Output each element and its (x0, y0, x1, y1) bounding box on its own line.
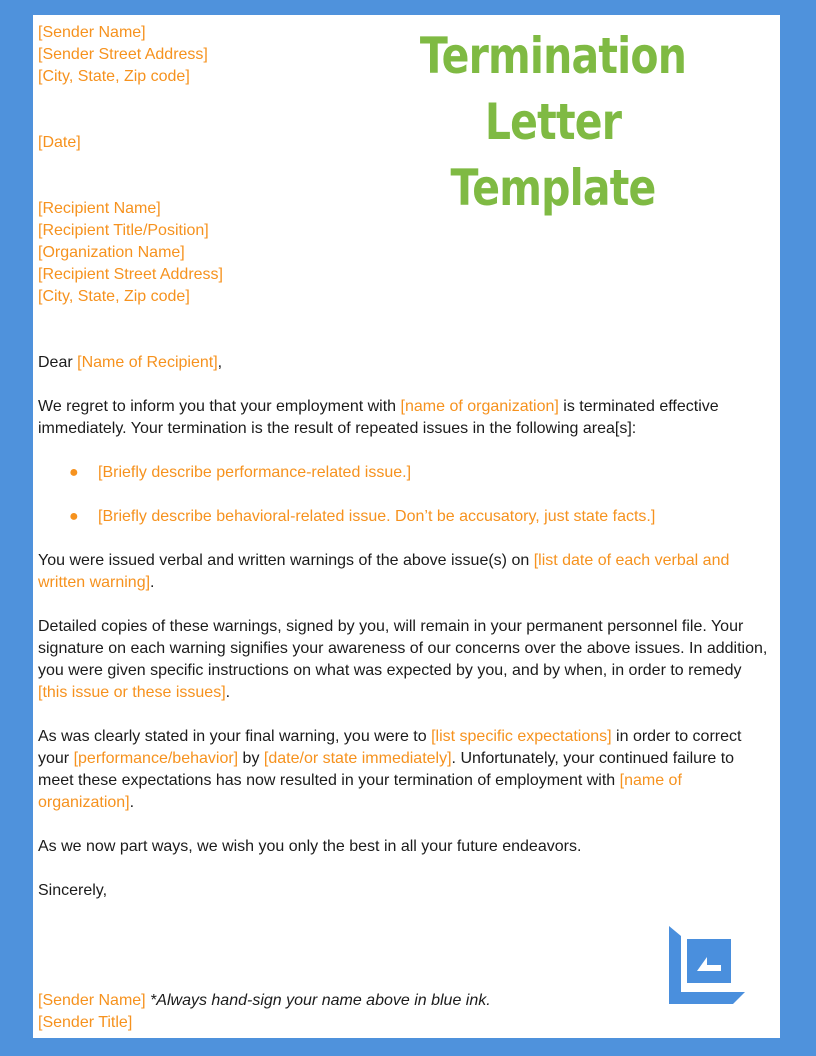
warning-dates-placeholder: [list date of each verbal and written warning] (38, 552, 730, 591)
signature-name: [Sender Name] (38, 992, 146, 1009)
recipient-title: [Recipient Title/Position] (38, 222, 209, 239)
letter-body (38, 22, 773, 1034)
bullet-icon: ● (69, 464, 79, 481)
sender-city: [City, State, Zip code] (38, 68, 190, 85)
salutation-name: [Name of Recipient] (77, 354, 218, 371)
signature-note: *Always hand-sign your name above in blue ink. (145, 992, 491, 1009)
list-item: ● [Briefly describe performance-related issue.] (38, 462, 773, 484)
sender-address (38, 22, 773, 88)
recipient-organization: [Organization Name] (38, 244, 185, 261)
deadline-placeholder: [date/or state immediately] (263, 750, 452, 767)
organization-placeholder: [name of organization] (400, 398, 559, 415)
issue-placeholder: [this issue or these issues] (38, 684, 226, 701)
letter-date: [Date] (38, 134, 81, 151)
expectations-placeholder: [list specific expectations] (431, 728, 612, 745)
recipient-name: [Recipient Name] (38, 200, 161, 217)
paragraph-farewell: As we now part ways, we wish you only the best in all your future endeavors. (38, 838, 582, 855)
salutation: Dear [Name of Recipient], (38, 354, 223, 371)
paragraph-intro: We regret to inform you that your employment with [name of organization] is terminated effective immediately. Your termination is the result of repeated issues in the following area[s]: (38, 398, 719, 437)
paragraph-final-warning: As was clearly stated in your final warning, you were to [list specific expectations] in order to correct your [performance/behavior] by [date/or state immediately]. Unfortunately, your continued failure to meet these expectations has now resulted in your termination of employment with [name of organization]. (38, 728, 742, 811)
signature-title: [Sender Title] (38, 1014, 133, 1031)
recipient-street: [Recipient Street Address] (38, 266, 223, 283)
issue-list (38, 462, 773, 528)
letter-page (33, 15, 780, 1038)
bullet-icon: ● (69, 508, 79, 525)
closing: Sincerely, (38, 882, 108, 899)
brand-logo-icon (667, 924, 747, 1004)
sender-street: [Sender Street Address] (38, 46, 208, 63)
sender-name: [Sender Name] (38, 24, 146, 41)
recipient-address (38, 198, 773, 308)
signature-line (38, 990, 773, 1012)
title-line-1: Termination (419, 27, 687, 85)
paragraph-copies: Detailed copies of these warnings, signed by you, will remain in your permanent personnel file. Your signature on each warning signifies your awareness of our concerns over the above issues. In addition, you were given specific instructions on what was expected by you, and by when, in order to remedy [this issue or these issues]. (38, 618, 768, 701)
behavior-placeholder: [performance/behavior] (73, 750, 239, 767)
organization-placeholder: [name of organization] (38, 772, 682, 811)
paragraph-warnings: You were issued verbal and written warnings of the above issue(s) on [list date of each verbal and written warning]. (38, 552, 730, 591)
title-line-2: Letter Template (450, 93, 656, 217)
recipient-city: [City, State, Zip code] (38, 288, 190, 305)
list-item: ● [Briefly describe behavioral-related issue. Don’t be accusatory, just state facts.] (38, 506, 773, 528)
